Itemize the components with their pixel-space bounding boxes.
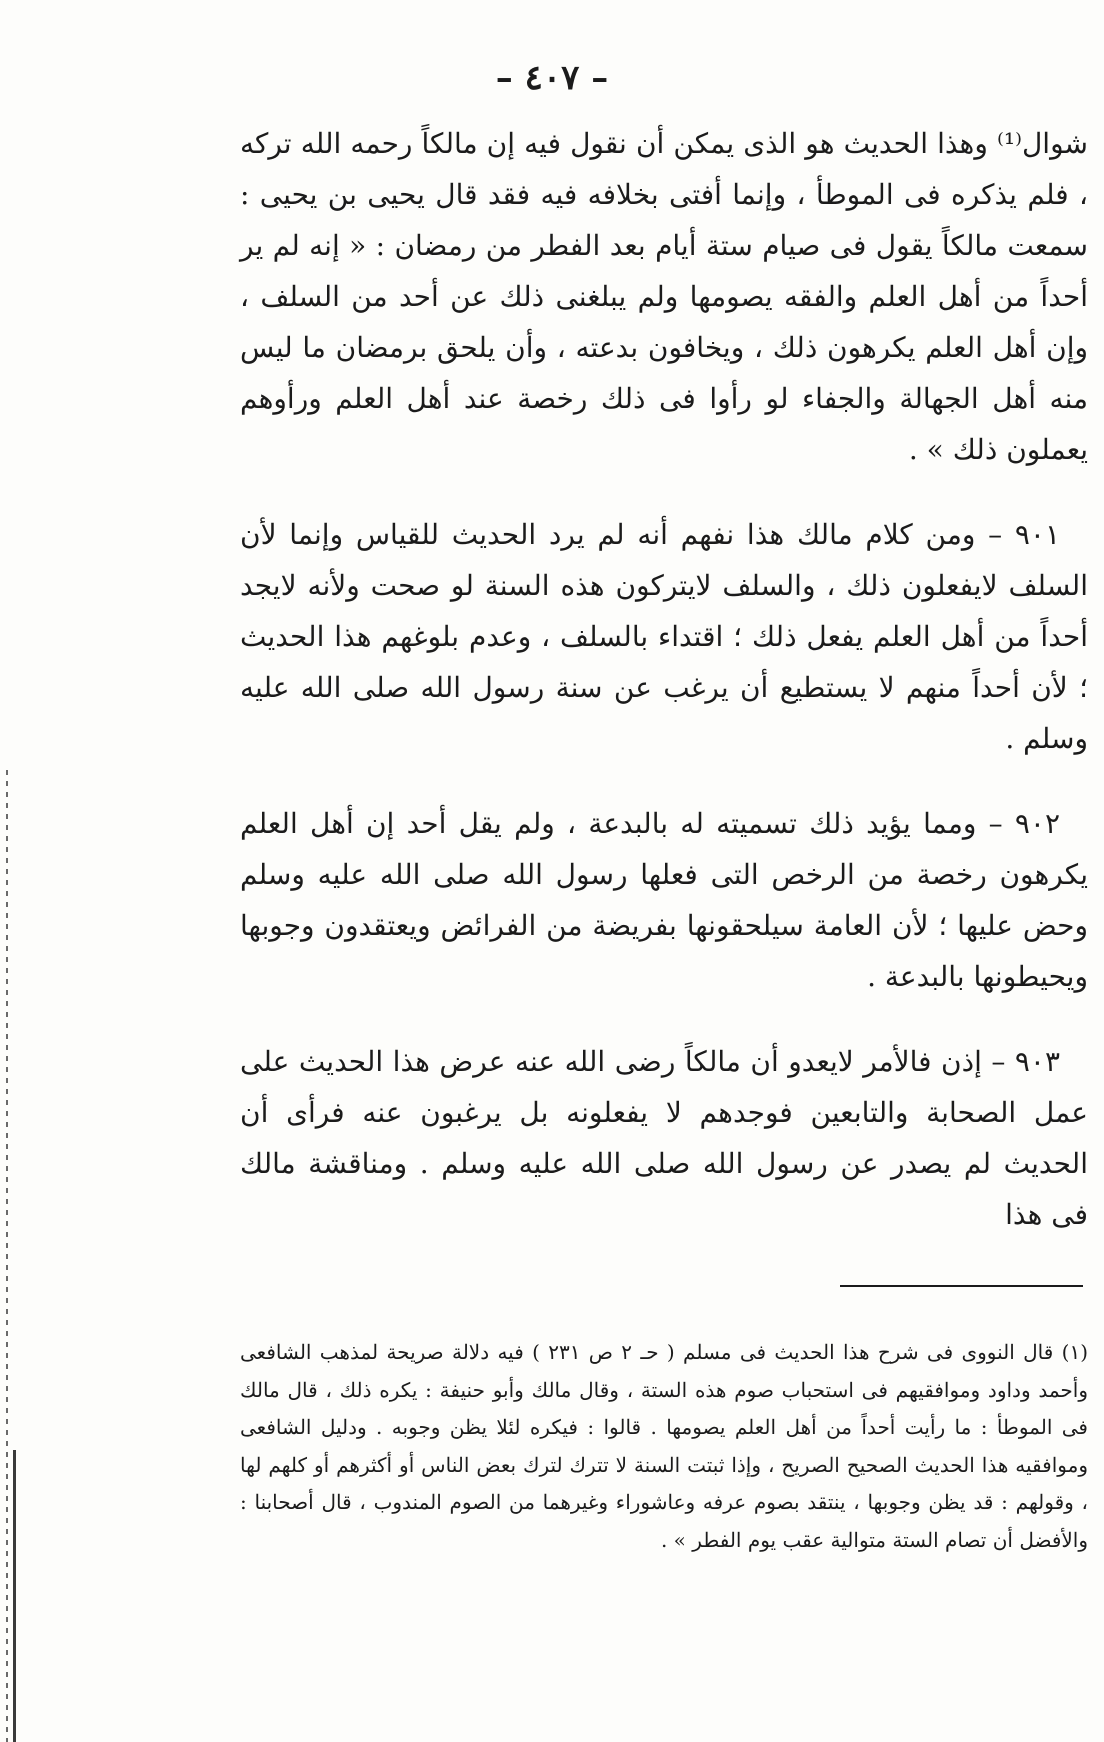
paragraph-901: ٩٠١ – ومن كلام مالك هذا نفهم أنه لم يرد الحديث للقياس وإنما لأن السلف لايفعلون ذلك ، والسلف لايتركون هذه السنة لو صحت ولأنه لايجد أحداً من أهل العلم يفعل ذلك ؛ اقتداء بالسلف ، وعدم بلوغهم هذا الحديث ؛ لأن أحداً منهم لا يستطيع أن يرغب عن سنة رسول الله صلى الله عليه وسلم .	[240, 518, 1089, 755]
footnote-divider	[840, 1285, 1083, 1287]
scan-margin-mark	[6, 770, 8, 1742]
footnote: (١) قال النووى فى شرح هذا الحديث فى مسلم ( حـ ٢ ص ٢٣١ ) فيه دلالة صريحة لمذهب الشافعى وأحمد وداود وموافقيهم فى استحباب صوم هذه الستة ، وقال مالك وأبو حنيفة : يكره ذلك ، قال مالك فى الموطأ : ما رأيت أحداً من أهل العلم يصومها . قالوا : فيكره لئلا يظن وجوبه . ودليل الشافعى وموافقيه هذا الحديث الصحيح الصريح ، وإذا ثبتت السنة لا تترك لترك بعض الناس أو أكثرهم أو كلهم لها ، وقولهم : قد يظن وجوبها ، ينتقد بصوم عرفه وعاشوراء وغيرهما من الصوم المندوب ، قال أصحابنا : والأفضل أن تصام الستة متوالية عقب يوم الفطر » .	[240, 1340, 1088, 1552]
paragraph-continuation: شوال⁽¹⁾ وهذا الحديث هو الذى يمكن أن نقول فيه إن مالكاً رحمه الله تركه ، فلم يذكره فى الموطأ ، وإنما أفتى بخلافه فيه فقد قال يحيى بن يحيى : سمعت مالكاً يقول فى صيام ستة أيام بعد الفطر من رمضان : « إنه لم ير أحداً من أهل العلم والفقه يصومها ولم يبلغنى ذلك عن أحد من السلف ، وإن أهل العلم يكرهون ذلك ، ويخافون بدعته ، وأن يلحق برمضان ما ليس منه أهل الجهالة والجفاء لو رأوا فى ذلك رخصة عند أهل العلم ورأوهم يعملون ذلك » .	[240, 127, 1089, 466]
paragraph-903: ٩٠٣ – إذن فالأمر لايعدو أن مالكاً رضى الله عنه عرض هذا الحديث على عمل الصحابة والتابعين فوجدهم لا يفعلونه بل يرغبون عنه فرأى أن الحديث لم يصدر عن رسول الله صلى الله عليه وسلم . ومناقشة مالك فى هذا	[240, 1045, 1088, 1231]
scan-binding-edge	[13, 1450, 16, 1742]
page-number: – ٤٠٧ –	[495, 58, 609, 98]
main-text	[240, 118, 1088, 1240]
paragraph-902: ٩٠٢ – ومما يؤيد ذلك تسميته له بالبدعة ، ولم يقل أحد إن أهل العلم يكرهون رخصة من الرخص التى فعلها رسول الله صلى الله عليه وسلم وحض عليها ؛ لأن العامة سيلحقونها بفريضة من الفرائض ويعتقدون وجوبها ويحيطونها بالبدعة .	[240, 807, 1088, 993]
